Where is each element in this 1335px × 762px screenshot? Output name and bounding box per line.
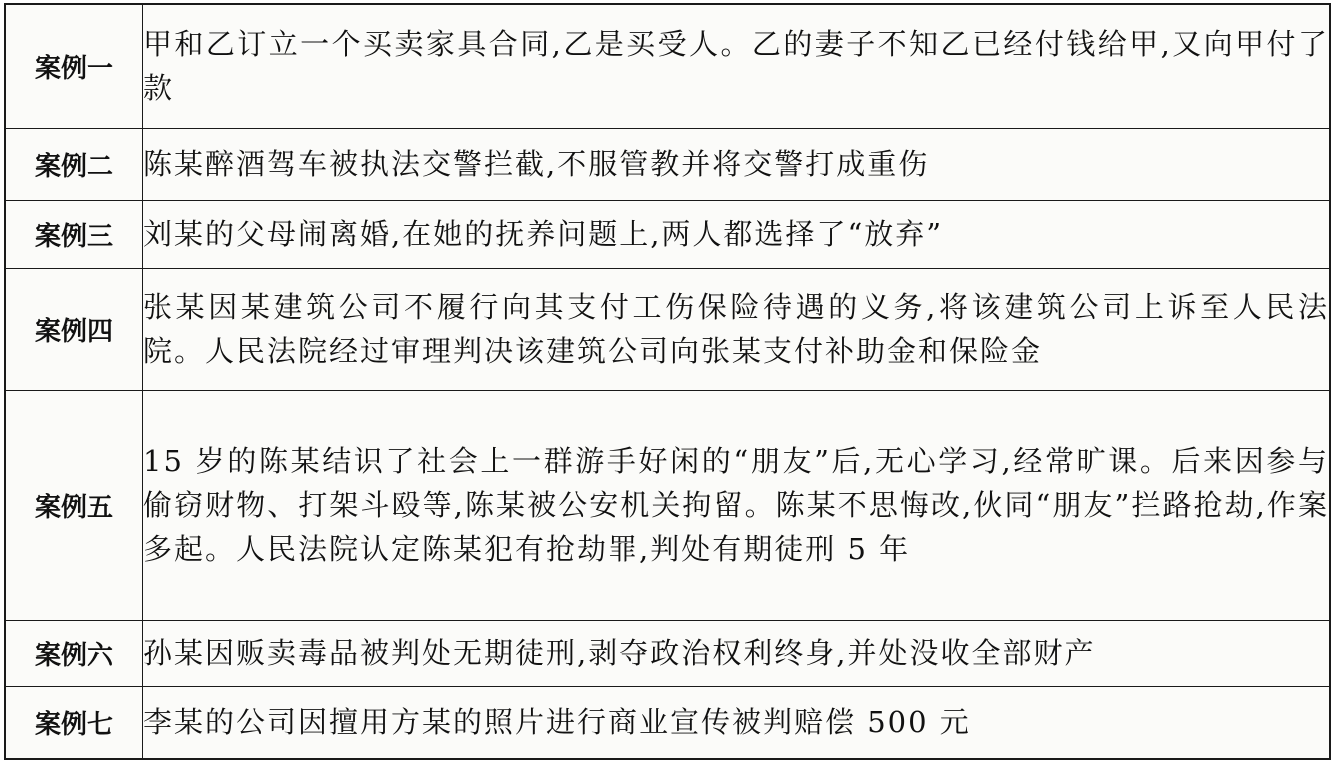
case-row-4 <box>5 268 1330 390</box>
case-label-4: 案例四 <box>5 268 143 390</box>
case-row-5 <box>5 390 1330 620</box>
case-row-7 <box>5 686 1330 759</box>
case-row-6 <box>5 620 1330 686</box>
case-label-5: 案例五 <box>5 390 143 620</box>
case-label-7: 案例七 <box>5 686 143 759</box>
case-label-3: 案例三 <box>5 200 143 268</box>
case-row-3 <box>5 200 1330 268</box>
case-description-1: 甲和乙订立一个买卖家具合同,乙是买受人。乙的妻子不知乙已经付钱给甲,又向甲付了款 <box>143 4 1331 128</box>
case-description-7: 李某的公司因擅用方某的照片进行商业宣传被判赔偿 500 元 <box>143 686 1331 759</box>
case-description-6: 孙某因贩卖毒品被判处无期徒刑,剥夺政治权利终身,并处没收全部财产 <box>143 620 1331 686</box>
case-description-4: 张某因某建筑公司不履行向其支付工伤保险待遇的义务,将该建筑公司上诉至人民法院。人民法院经过审理判决该建筑公司向张某支付补助金和保险金 <box>143 268 1331 390</box>
case-table-page <box>4 3 1331 758</box>
case-row-2 <box>5 128 1330 200</box>
case-row-1 <box>5 4 1330 128</box>
case-label-1: 案例一 <box>5 4 143 128</box>
case-label-2: 案例二 <box>5 128 143 200</box>
case-description-2: 陈某醉酒驾车被执法交警拦截,不服管教并将交警打成重伤 <box>143 128 1331 200</box>
case-description-5: 15 岁的陈某结识了社会上一群游手好闲的“朋友”后,无心学习,经常旷课。后来因参与偷窃财物、打架斗殴等,陈某被公安机关拘留。陈某不思悔改,伙同“朋友”拦路抢劫,作案多起。人民法院认定陈某犯有抢劫罪,判处有期徒刑 5 年 <box>143 390 1331 620</box>
case-table <box>4 3 1331 760</box>
case-label-6: 案例六 <box>5 620 143 686</box>
case-description-3: 刘某的父母闹离婚,在她的抚养问题上,两人都选择了“放弃” <box>143 200 1331 268</box>
